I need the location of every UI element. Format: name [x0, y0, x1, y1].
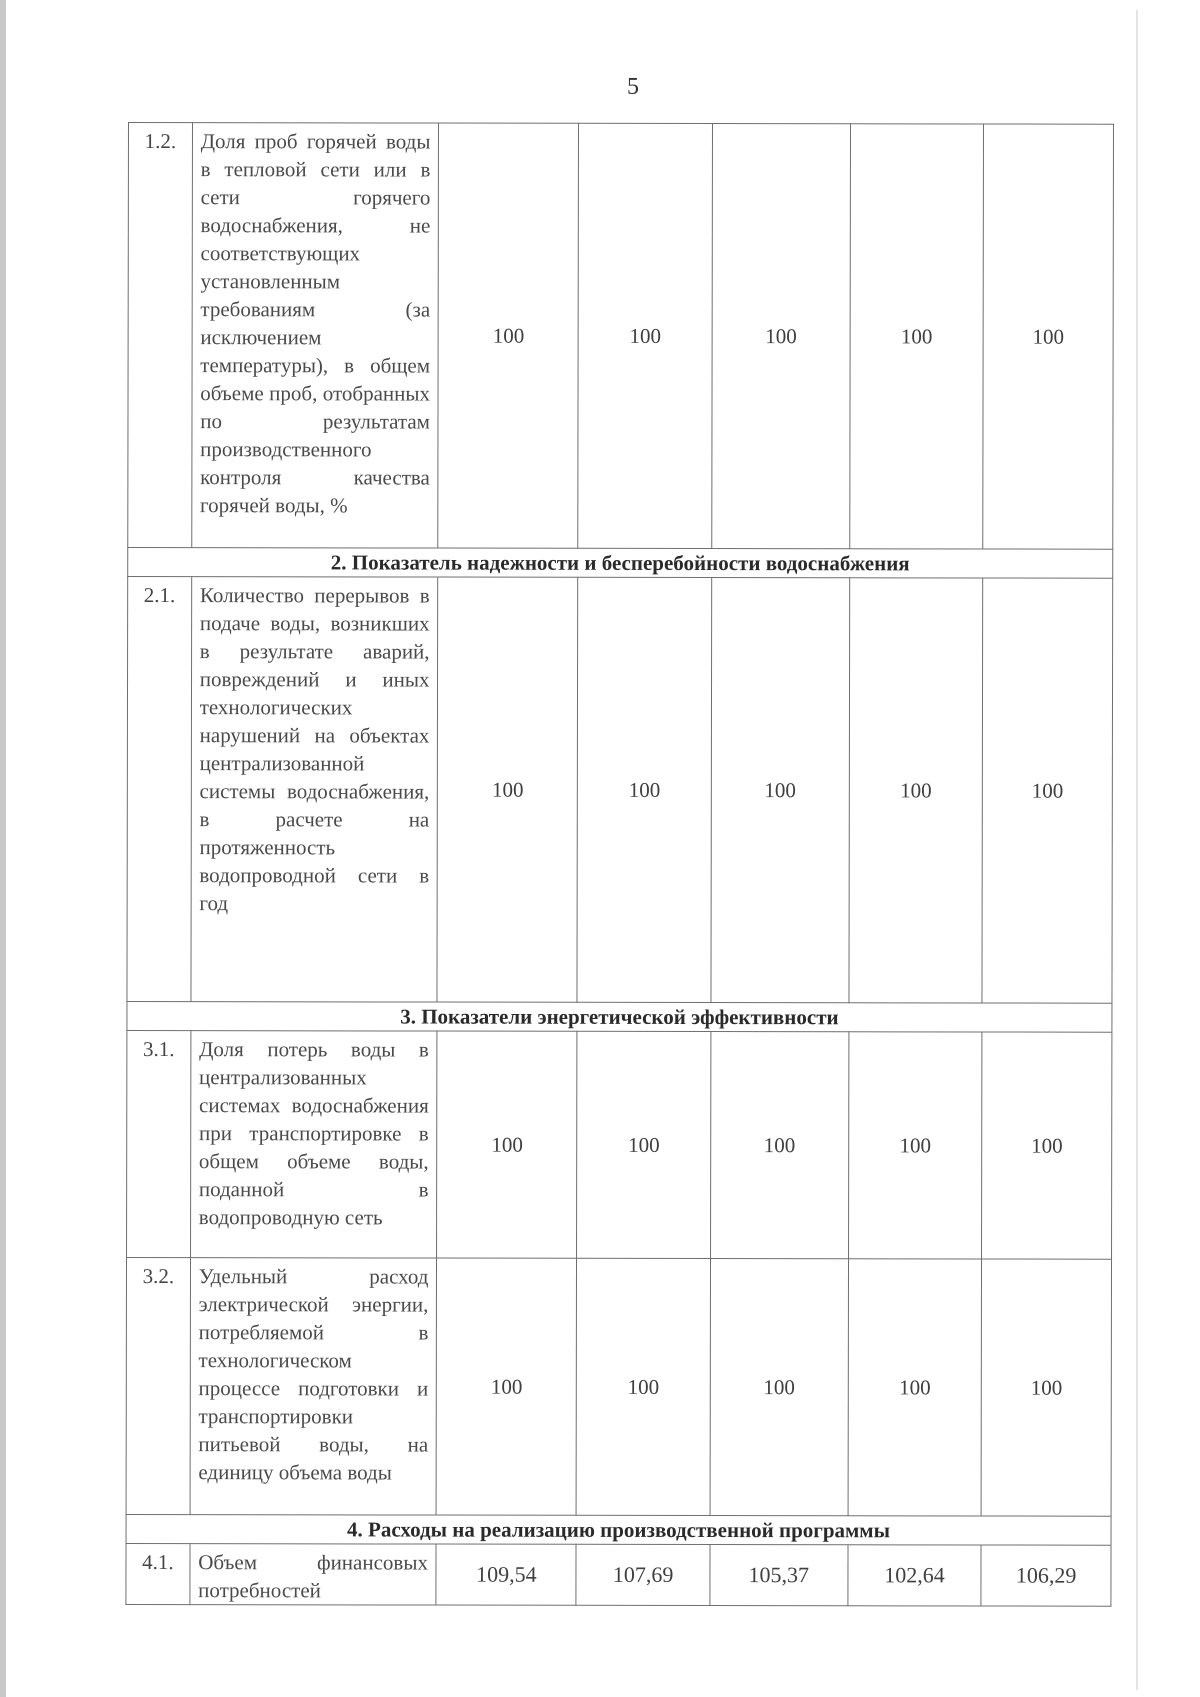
section-header-row	[126, 1514, 1111, 1545]
value-cell: 100	[710, 1032, 848, 1259]
scan-border-left	[0, 0, 6, 1697]
value-cell: 107,69	[576, 1544, 710, 1605]
section-header-row	[128, 548, 1113, 579]
indicator-description: Количество перерывов в подаче воды, возникших в результате аварий, повреждений и иных технологических нарушений на объектах централизованной системы водоснабжения, в расчете на протяженность водопроводной сети в год	[191, 577, 438, 1002]
scan-border-right	[1136, 10, 1138, 1690]
row-number: 3.2.	[126, 1257, 190, 1514]
section-title: 4. Расходы на реализацию производственной программы	[126, 1514, 1111, 1545]
row-number: 2.1.	[127, 577, 191, 1002]
section-title: 2. Показатель надежности и бесперебойности водоснабжения	[128, 548, 1113, 579]
section-title: 3. Показатели энергетической эффективности	[127, 1001, 1112, 1032]
indicator-description: Доля потерь воды в централизованных системах водоснабжения при транспортировке в общем объеме воды, поданной в водопроводную сеть	[190, 1031, 437, 1258]
value-cell: 100	[438, 123, 579, 548]
row-number: 3.1.	[127, 1030, 191, 1257]
value-cell: 100	[712, 124, 851, 549]
value-cell: 100	[577, 1031, 711, 1258]
value-cell: 100	[983, 124, 1113, 549]
table-row	[126, 1543, 1111, 1606]
value-cell: 102,64	[848, 1545, 982, 1606]
value-cell: 100	[711, 578, 850, 1003]
value-cell: 100	[981, 1259, 1111, 1516]
value-cell: 100	[437, 1258, 577, 1515]
indicator-description: Доля проб горячей воды в тепловой сети или в сети горячего водоснабжения, не соответствующих установленным требованиям (за исключением температуры), в общем объеме проб, отобранных по результатам производственного контроля качества горячей воды, %	[191, 123, 438, 548]
value-cell: 100	[577, 577, 711, 1002]
value-cell: 100	[849, 124, 983, 549]
table-row	[127, 577, 1113, 1004]
table-row	[126, 1257, 1111, 1516]
row-number: 4.1.	[126, 1543, 190, 1604]
value-cell: 100	[576, 1258, 710, 1515]
value-cell: 109,54	[436, 1544, 576, 1605]
value-cell: 100	[437, 1031, 577, 1258]
value-cell: 105,37	[710, 1545, 848, 1606]
page-number: 5	[627, 74, 639, 100]
indicator-description: Объем финансовых потребностей	[190, 1544, 437, 1605]
table-row	[128, 123, 1114, 550]
table-row	[127, 1030, 1112, 1259]
indicators-table	[125, 122, 1114, 1607]
value-cell: 100	[848, 1032, 982, 1259]
value-cell: 100	[437, 577, 578, 1002]
value-cell: 106,29	[981, 1545, 1111, 1606]
value-cell: 100	[982, 1032, 1112, 1259]
value-cell: 100	[710, 1259, 848, 1516]
value-cell: 100	[578, 123, 712, 548]
section-header-row	[127, 1001, 1112, 1032]
value-cell: 100	[982, 578, 1112, 1003]
value-cell: 100	[849, 578, 983, 1003]
indicator-description: Удельный расход электрической энергии, потребляемой в технологическом процессе подготовки и транспортировки питьевой воды, на единицу объема воды	[190, 1258, 437, 1515]
row-number: 1.2.	[128, 123, 192, 548]
value-cell: 100	[848, 1259, 982, 1516]
